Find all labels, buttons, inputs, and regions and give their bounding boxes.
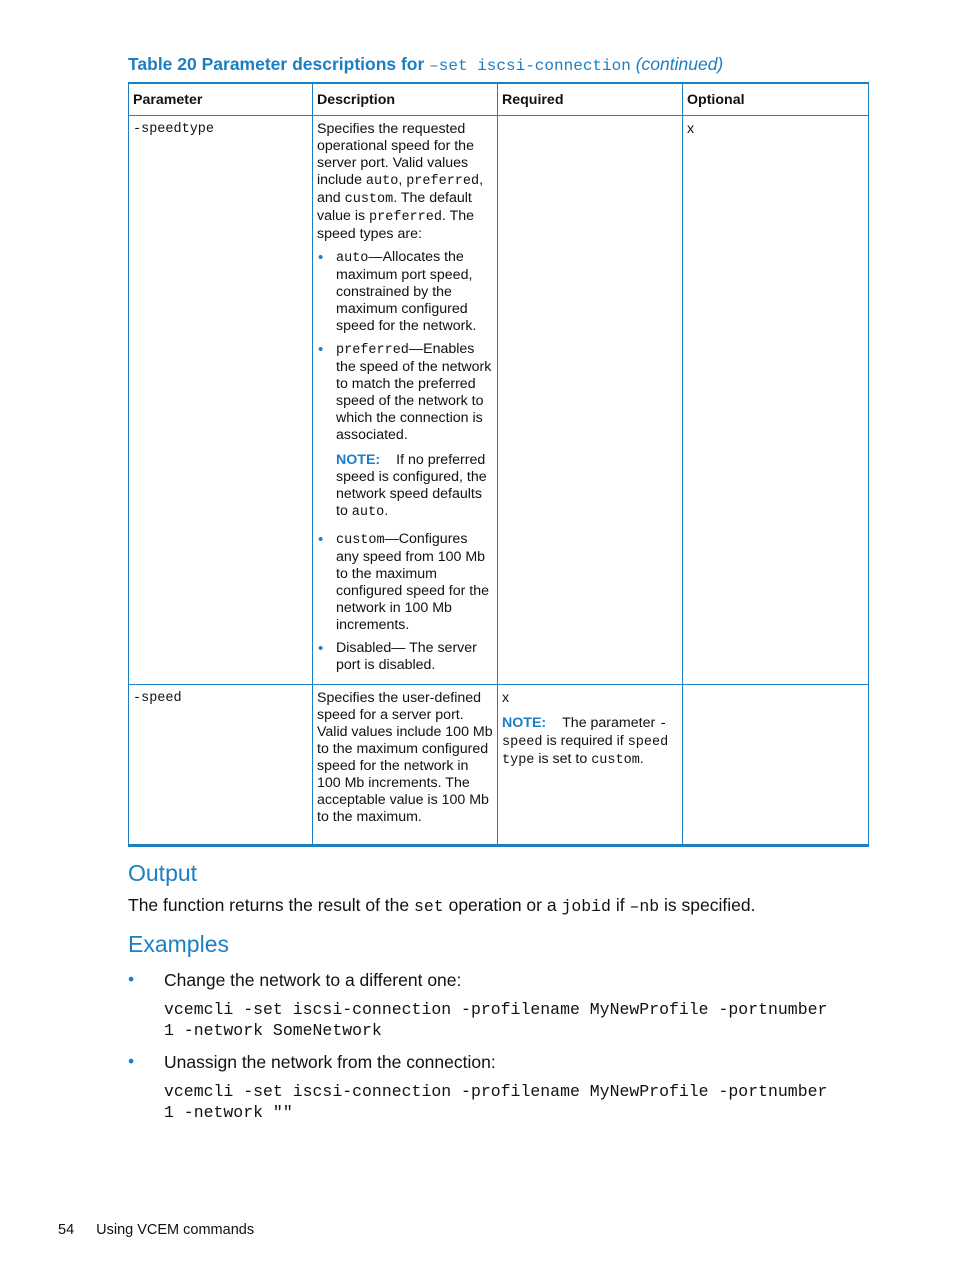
required-speed: [498, 685, 683, 846]
item-text: —Enables the speed of the network to match the preferred speed of the network to which the connection is associated.: [336, 341, 492, 443]
intro-text: . The default value is: [317, 190, 472, 224]
code-nb: –nb: [629, 897, 660, 916]
code-speed: -speed: [502, 717, 668, 750]
table-row: [129, 116, 869, 685]
intro-text: Specifies the requested operational speed for the server port. Valid values include: [317, 121, 474, 188]
page-number: 54: [58, 1222, 75, 1238]
intro-text: . The speed types are:: [317, 208, 475, 242]
list-item: [317, 341, 493, 521]
param-speed: -speed: [129, 685, 313, 846]
list-item: [317, 640, 493, 674]
bullet-icon: •: [128, 1051, 135, 1071]
caption-prefix: Table 20 Parameter descriptions for: [128, 54, 430, 74]
header-required: Required: [498, 83, 683, 116]
parameter-table: [128, 82, 869, 847]
list-item: [128, 1051, 888, 1123]
note-text: .: [639, 751, 644, 767]
param-speedtype: -speedtype: [129, 116, 313, 685]
examples-list: [128, 969, 888, 1133]
output-part: is specified.: [659, 895, 756, 915]
note-speed: [502, 715, 678, 769]
code-auto: auto: [336, 251, 369, 266]
optional-speedtype: x: [683, 116, 869, 685]
required-speedtype: [498, 116, 683, 685]
note-text: is required if: [542, 733, 628, 749]
item-text: —Allocates the maximum port speed, constrained by the maximum configured speed for the network.: [336, 249, 477, 334]
example-text: Unassign the network from the connection:: [164, 1052, 496, 1072]
speedtype-intro: [317, 121, 493, 243]
code-default: preferred: [369, 210, 442, 225]
note-text: The parameter: [562, 715, 660, 731]
code-preferred: preferred: [406, 174, 480, 189]
desc-speedtype: [313, 116, 498, 685]
code-jobid: jobid: [561, 897, 611, 916]
caption-continued: (continued): [635, 54, 724, 74]
note-label: NOTE:: [502, 715, 547, 731]
table-caption: [128, 54, 868, 75]
required-mark: x: [502, 690, 510, 706]
item-text: Disabled— The server port is disabled.: [336, 640, 477, 673]
output-part: The function returns the result of the: [128, 895, 414, 915]
note-text: .: [384, 503, 389, 519]
bullet-icon: •: [128, 969, 135, 989]
note-text: If no preferred speed is configured, the network speed defaults to: [336, 452, 487, 519]
page-footer: [58, 1222, 254, 1238]
code-auto: auto: [351, 505, 385, 520]
intro-sep: ,: [398, 172, 407, 188]
desc-speed: Specifies the user-defined speed for a server port. Valid values include 100 Mb to the maximum configured speed for the network in 100 Mb increments. The acceptable value is 100 Mb to the maximum.: [313, 685, 498, 846]
list-item: [317, 531, 493, 634]
intro-sep: , and: [317, 172, 484, 206]
item-text: —Configures any speed from 100 Mb to the maximum configured speed for the network in 100 Mb increments.: [336, 531, 490, 633]
example-text: Change the network to a different one:: [164, 970, 462, 990]
header-description: Description: [313, 83, 498, 116]
output-text: [128, 895, 755, 916]
code-custom: custom: [344, 192, 394, 207]
header-optional: Optional: [683, 83, 869, 116]
caption-command: –set iscsi-connection: [429, 57, 631, 75]
code-speed-type: speed type: [502, 735, 669, 768]
code-custom: custom: [336, 533, 385, 548]
code-auto: auto: [365, 174, 399, 189]
examples-heading: Examples: [128, 931, 229, 957]
optional-speed: [683, 685, 869, 846]
footer-title: Using VCEM commands: [96, 1222, 255, 1238]
header-parameter: Parameter: [129, 83, 313, 116]
output-part: operation or a: [443, 895, 562, 915]
note-label: NOTE:: [336, 452, 381, 468]
table-header-row: [129, 83, 869, 116]
example-command: vcemcli -set iscsi-connection -profilename MyNewProfile -portnumber 1 -network "": [164, 1082, 828, 1122]
code-preferred: preferred: [336, 343, 409, 358]
output-part: if: [610, 895, 630, 915]
example-command: vcemcli -set iscsi-connection -profilename MyNewProfile -portnumber 1 -network SomeNetwork: [164, 1000, 828, 1040]
code-set: set: [414, 897, 444, 916]
code-custom: custom: [591, 753, 640, 768]
speed-types-list: [317, 249, 493, 674]
note-text: is set to: [534, 751, 592, 767]
table-row: [129, 685, 869, 846]
list-item: [128, 969, 888, 1041]
note-preferred: [336, 452, 493, 521]
output-heading: Output: [128, 860, 198, 886]
list-item: [317, 249, 493, 335]
